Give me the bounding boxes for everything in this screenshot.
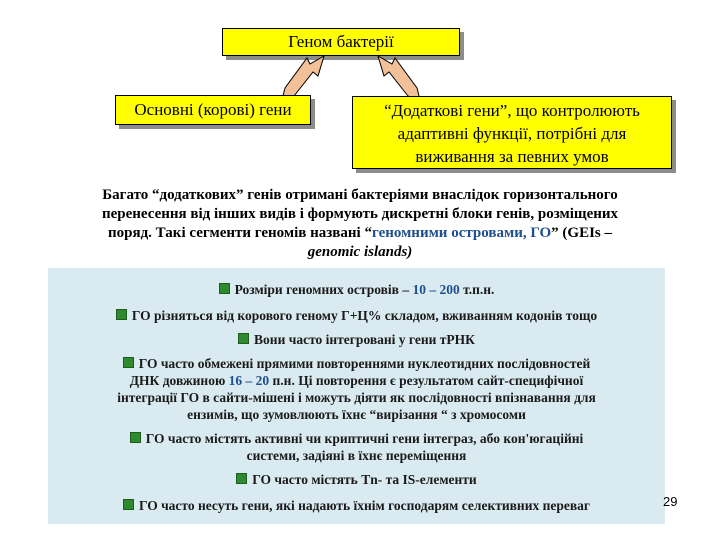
accessory-genes-line: адаптивні функції, потрібні для	[397, 124, 627, 143]
accessory-genes-line: “Додаткові гени”, що контролюють	[384, 101, 640, 120]
bullet-text: ГО часто несуть гени, які надають їхнім господарям селективних переваг	[138, 498, 591, 513]
bullet-square-icon	[130, 432, 141, 443]
bullet-square-icon	[236, 473, 247, 484]
bullet-line: ензимів, що зумовлюють їхнє “вирізання “ з хромосоми	[187, 407, 526, 422]
core-genes-box	[115, 95, 311, 125]
bullet-island-size	[48, 281, 665, 298]
bullet-text: ГО часто містять активні чи криптичні гени інтеграз, або кон'югаційні	[145, 431, 584, 446]
bullet-tn-is-elements	[48, 471, 665, 488]
arrow-to-accessory-genes	[362, 54, 422, 102]
genomic-islands-english: genomic islands)	[307, 244, 413, 260]
accessory-genes-box	[352, 96, 672, 169]
core-genes-label: Основні (корові) гени	[134, 100, 292, 119]
bullet-text: п.н. Ці повторення є результатом сайт-специфічної	[269, 373, 584, 388]
genomic-islands-term: геномними островами, ГО	[371, 225, 552, 241]
bullet-highlight: 10 – 200	[412, 282, 460, 297]
bullet-selective-advantages	[48, 497, 665, 514]
bullet-text: ГО часто містять Tn- та IS-елементи	[252, 472, 477, 487]
bullet-line	[48, 355, 665, 372]
bullet-text: Розміри геномних островів –	[234, 282, 413, 297]
accessory-genes-line: виживання за певних умов	[415, 147, 609, 166]
bullet-line: інтеграції ГО в сайти-мішені і можуть діяти як послідовності впізнавання для	[117, 390, 596, 405]
bacterial-genome-box	[222, 28, 460, 56]
explanation-paragraph	[8, 186, 712, 262]
bullet-gc-content	[48, 307, 665, 324]
facts-panel	[48, 268, 665, 524]
paragraph-line: Багато “додаткових” генів отримані бактеріями внаслідок горизонтального	[102, 187, 618, 203]
bullet-text: т.п.н.	[459, 282, 495, 297]
paragraph-text: ” (GEIs –	[551, 225, 613, 241]
paragraph-line	[8, 243, 712, 262]
paragraph-line	[8, 224, 712, 243]
page-number: 29	[663, 494, 678, 509]
bacterial-genome-label: Геном бактерії	[288, 32, 394, 51]
bullet-highlight: 16 – 20	[228, 373, 270, 388]
bullet-square-icon	[123, 499, 134, 510]
bullet-line: системи, задіяні в їхнє переміщення	[246, 448, 467, 463]
bullet-square-icon	[219, 283, 230, 294]
bullet-line	[48, 372, 665, 389]
paragraph-text: поряд. Такі сегменти геномів названі “	[107, 225, 372, 241]
bullet-text: ГО часто обмежені прямими повтореннями нуклеотидних послідовностей	[138, 356, 591, 371]
bullet-square-icon	[123, 357, 134, 368]
bullet-integrase-genes	[48, 430, 665, 464]
bullet-direct-repeats	[48, 355, 665, 423]
bullet-text: ГО різняться від корового геному Г+Ц% складом, вживанням кодонів тощо	[131, 308, 598, 323]
bullet-square-icon	[238, 333, 249, 344]
bullet-text: Вони часто інтегровані у гени тРНК	[254, 332, 475, 347]
bullet-trna-integration	[48, 331, 665, 348]
bullet-square-icon	[116, 309, 127, 320]
bullet-text: ДНК довжиною	[129, 373, 229, 388]
paragraph-line: перенесення від інших видів і формують дискретні блоки генів, розміщених	[101, 206, 619, 222]
bullet-line	[48, 430, 665, 447]
